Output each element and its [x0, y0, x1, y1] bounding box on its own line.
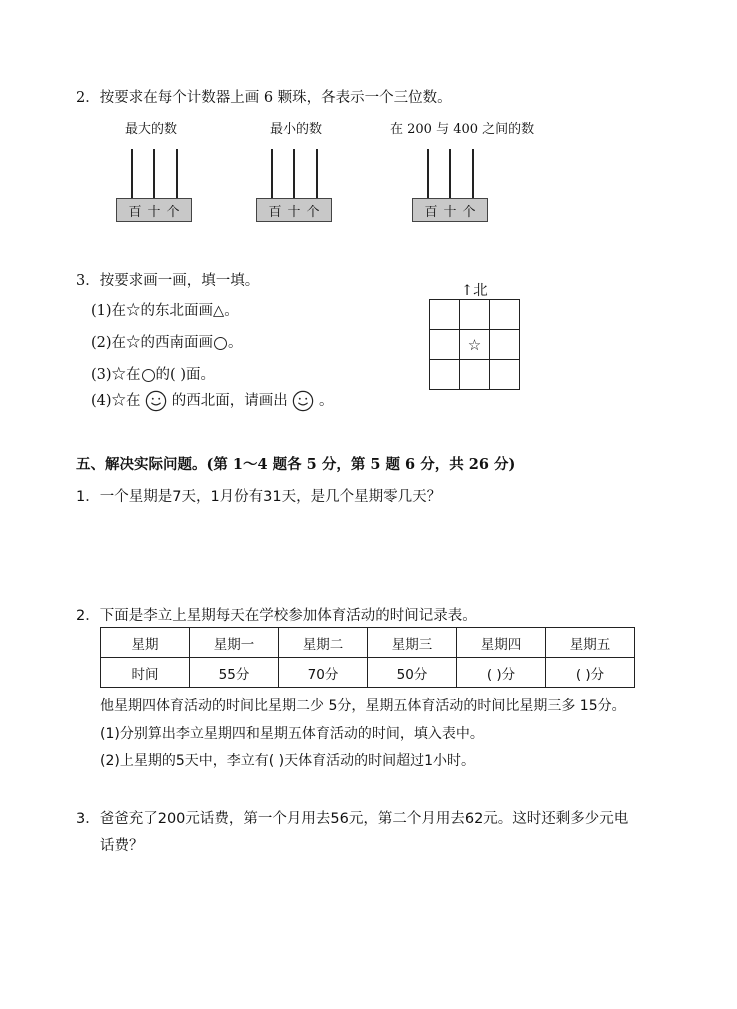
q3-prompt: 3．按要求画一画，填一填。 — [76, 273, 260, 289]
q3-item-1: (1)在☆的东北面画△。 — [91, 303, 239, 319]
abacus-counter-1[interactable] — [116, 149, 192, 225]
abacus-label-smallest: 最小的数 — [270, 122, 323, 137]
q3-item-3: (3)☆在 的( )面。 — [91, 367, 215, 383]
table-header-cell: 星期四 — [457, 628, 546, 658]
abacus-counter-2[interactable] — [256, 149, 332, 225]
place-hundreds: 百 — [268, 204, 282, 220]
smiley-face-icon — [292, 390, 314, 412]
problem-3-line-2: 话费？ — [100, 838, 144, 854]
table-cell: 时间 — [101, 658, 190, 688]
star-cell: ☆ — [460, 330, 490, 360]
q3-item-4: (4)☆在 的西北面，请画出 。 — [91, 389, 333, 412]
problem-2-sub-1: (1)分别算出李立星期四和星期五体育活动的时间，填入表中。 — [100, 726, 484, 742]
table-header-cell: 星期二 — [279, 628, 368, 658]
abacus-base — [412, 198, 488, 222]
problem-3-line-1: 3．爸爸充了200元话费，第一个月用去56元，第二个月用去62元。这时还剩多少元电 — [76, 811, 629, 827]
table-header-cell: 星期五 — [546, 628, 635, 658]
answer-cell-thursday[interactable]: ( )分 — [457, 658, 546, 688]
table-cell: 70分 — [279, 658, 368, 688]
section-5-heading: 五、解决实际问题。(第 1～4 题各 5 分，第 5 题 6 分，共 26 分) — [76, 456, 516, 473]
abacus-counter-3[interactable] — [412, 149, 488, 225]
north-indicator: ↑北 — [461, 283, 488, 299]
circle-icon — [142, 369, 155, 382]
table-cell: 55分 — [190, 658, 279, 688]
table-header-row — [101, 628, 635, 658]
smiley-face-icon — [145, 390, 167, 412]
table-header-cell: 星期 — [101, 628, 190, 658]
q2-prompt: 2．按要求在每个计数器上画 6 颗珠，各表示一个三位数。 — [76, 90, 452, 106]
place-hundreds: 百 — [424, 204, 438, 220]
place-ones: 个 — [166, 204, 180, 220]
abacus-label-between: 在 200 与 400 之间的数 — [390, 122, 535, 137]
abacus-base — [116, 198, 192, 222]
circle-icon — [214, 337, 227, 350]
q3-item-2: (2)在☆的西南面画 。 — [91, 335, 243, 351]
place-tens: 十 — [147, 204, 161, 220]
place-ones: 个 — [462, 204, 476, 220]
abacus-label-largest: 最大的数 — [125, 122, 178, 137]
place-ones: 个 — [306, 204, 320, 220]
problem-1: 1．一个星期是7天，1月份有31天，是几个星期零几天？ — [76, 489, 442, 505]
table-header-cell: 星期一 — [190, 628, 279, 658]
table-cell: 50分 — [368, 658, 457, 688]
abacus-base — [256, 198, 332, 222]
place-tens: 十 — [287, 204, 301, 220]
answer-cell-friday[interactable]: ( )分 — [546, 658, 635, 688]
problem-2-note: 他星期四体育活动的时间比星期二少 5分，星期五体育活动的时间比星期三多 15分。 — [100, 698, 626, 714]
problem-2-sub-2: (2)上星期的5天中，李立有( )天体育活动的时间超过1小时。 — [100, 753, 476, 769]
problem-2-intro: 2．下面是李立上星期每天在学校参加体育活动的时间记录表。 — [76, 608, 477, 624]
activity-time-table — [100, 627, 635, 688]
direction-grid[interactable] — [429, 299, 520, 390]
table-header-cell: 星期三 — [368, 628, 457, 658]
place-hundreds: 百 — [128, 204, 142, 220]
table-row — [101, 658, 635, 688]
place-tens: 十 — [443, 204, 457, 220]
